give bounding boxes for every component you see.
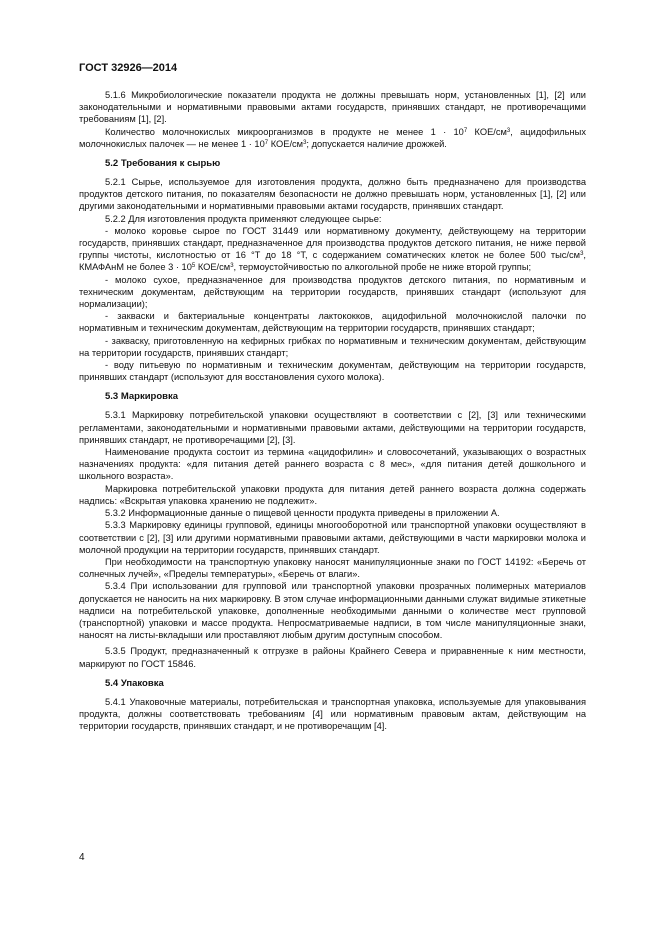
heading-5-2: 5.2 Требования к сырью — [105, 158, 221, 170]
paragraph-handling-marks: При необходимости на транспортную упаковку наносят манипуляционные знаки по ГОСТ 14192: «Беречь от солнечных лучей», «Пределы температуры», «Беречь от влаги». — [79, 556, 586, 580]
list-item-raw-milk: - молоко коровье сырое по ГОСТ 31449 или нормативному документу, действующему на территории государств, принявших стандарт, предназначенное для производства продуктов детского питания, не ниже первой группы чистоты, кислотностью от 16 °Т до 18 °Т, с содержанием соматических клеток не более 500 тыс/$см^3$, КМАФАнМ не более $3 \cdot 10^5$ КОЕ/$см^3$, термоустойчивостью по алкогольной пробе не ниже второй группы; — [79, 225, 586, 273]
paragraph-5-3-3: 5.3.3 Маркировку единицы групповой, единицы многооборотной или транспортной упаковки осуществляют в соответствии с [2], [3] или другими нормативными правовыми актами, действующими в части маркировки молока и молочной продукции на территории государств, принявших стандарт. — [79, 520, 586, 555]
page-number: 4 — [79, 852, 85, 863]
paragraph-5-1-6: 5.1.6 Микробиологические показатели продукта не должны превышать норм, установленных [1], [2] или законодательными и нормативными правовыми актами государств, принявших стандарт, не противоречащими требованиям [1], [2]. — [79, 90, 586, 125]
paragraph-5-3-2: 5.3.2 Информационные данные о пищевой ценности продукта приведены в приложении А. — [105, 508, 500, 519]
paragraph-5-3-5: 5.3.5 Продукт, предназначенный к отгрузке в районы Крайнего Севера и приравненные к ним местности, маркируют по ГОСТ 15846. — [79, 646, 586, 669]
document-header: ГОСТ 32926—2014 — [79, 62, 178, 74]
paragraph-5-2-1: 5.2.1 Сырье, используемое для изготовления продукта, должно быть предназначено для производства продуктов детского питания, по показателям безопасности не должно превышать норм, установленных [1], [2] или другими законодательными и нормативными правовыми актами государств, принявших стандарт. — [79, 177, 586, 212]
document-body — [79, 89, 586, 732]
paragraph-5-3-1: 5.3.1 Маркировку потребительской упаковки осуществляют в соответствии с [2], [3] или техническими регламентами, законодательными и нормативными правовыми актами, действующими на территории государств, принявших стандарт, не противоречащими [2], [3]. — [79, 410, 586, 445]
heading-5-4: 5.4 Упаковка — [105, 677, 164, 689]
list-item-kefir-starter: - закваску, приготовленную на кефирных грибках по нормативным и техническим документам, действующим на территории государств, принявших стандарт; — [79, 335, 586, 358]
list-item-water: - воду питьевую по нормативным и техническим документам, действующим на территории государств, принявших стандарт (используют для восстановления сухого молока). — [79, 360, 586, 383]
heading-5-3: 5.3 Маркировка — [105, 391, 179, 403]
paragraph-5-2-2: 5.2.2 Для изготовления продукта применяют следующее сырье: — [105, 213, 382, 224]
paragraph-product-name: Наименование продукта состоит из термина «ацидофилин» и словосочетаний, указывающих о возрастных назначениях продукта: «для питания детей раннего возраста с 8 мес», «для питания детей дошкольного и школьного возраста». — [79, 447, 586, 482]
paragraph-5-4-1: 5.4.1 Упаковочные материалы, потребительская и транспортная упаковка, используемые для упаковывания продукта, должны соответствовать требованиям [4] или нормативным правовым актам, действующим на территории государств, принявших стандарт, и не противоречащим [4]. — [79, 696, 586, 732]
paragraph-lactic-count: Количество молочнокислых микроорганизмов в продукте не менее $1 \cdot 10^7$ КОЕ/$см^3$, ацидофильных молочнокислых палочек — не менее $1 \cdot 10^7$ КОЕ/$см^3$; допускается наличие дрожжей. — [79, 126, 586, 149]
list-item-starters: - закваски и бактериальные концентраты лактококков, ацидофильной молочнокислой палочки по нормативным и техническим документам, действующим на территории государств, принявших стандарт; — [79, 311, 586, 334]
paragraph-infant-label: Маркировка потребительской упаковки продукта для питания детей раннего возраста должна содержать надпись: «Вскрытая упаковка хранению не подлежит». — [79, 483, 586, 506]
list-item-dry-milk: - молоко сухое, предназначенное для производства продуктов детского питания, по нормативным и техническим документам, действующим на территории государств, принявших стандарт (используют для нормализации); — [79, 274, 586, 310]
paragraph-5-3-4: 5.3.4 При использовании для групповой или транспортной упаковки прозрачных полимерных материалов допускается не наносить на них маркировку. В этом случае информационными данными служат видимые этикетные надписи на потребительской упаковке, дополненные необходимыми данными о количестве мест групповой (транспортной) упаковки и массе продукта. Непросматриваемые надписи, в том числе манипуляционные знаки, наносят на листы-вкладыши или проставляют любым другим доступным способом. — [79, 581, 586, 641]
